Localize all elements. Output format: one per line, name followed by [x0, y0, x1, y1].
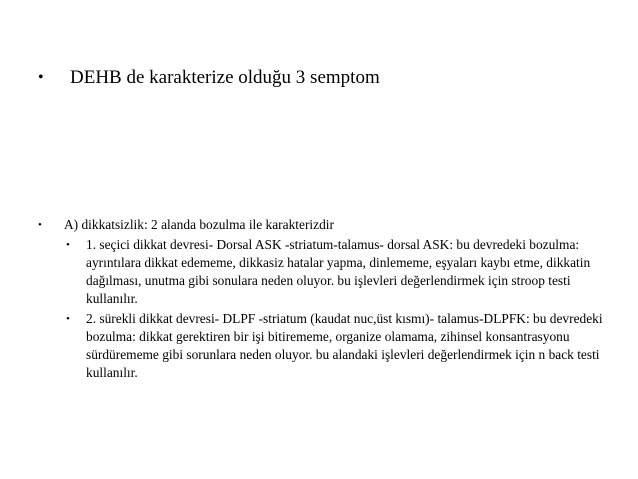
- sub-bullet-1: •: [66, 239, 70, 251]
- section-heading: A) dikkatsizlik: 2 alanda bozulma ile karakterizdir: [64, 217, 334, 232]
- sub-bullet-item-2: [66, 310, 606, 382]
- sub-bullet-text-1: 1. seçici dikkat devresi- Dorsal ASK -striatum-talamus- dorsal ASK: bu devredeki bozulma: ayrıntılara dikkat edememe, dikkasiz hatalar yapma, dinlememe, eşyaları kaybı etme, dikkatin dağılması, unutma gibi sonulara neden oluyor. bu işlevleri değerlendirmek için stroop testi kullanılır.: [86, 237, 591, 306]
- body-block: [38, 216, 603, 384]
- title-bullet: •: [38, 69, 44, 86]
- bullet-item: [38, 216, 598, 234]
- sub-bullet-2: •: [66, 313, 70, 325]
- sub-bullet-text-2: 2. sürekli dikkat devresi- DLPF -striatum (kaudat nuc,üst kısmı)- talamus-DLPFK: bu devredeki bozulma: dikkat gerektiren bir işi bitirememe, organize olamama, zihinsel konsantrasyonu sürdürememe gibi sorunlara neden oluyor. bu alandaki işlevleri değerlendirmek için n back testi kullanılır.: [86, 311, 603, 380]
- sub-bullet-item-1: [66, 236, 606, 308]
- slide-title: DEHB de karakterize olduğu 3 semptom: [70, 67, 380, 88]
- heading-bullet: •: [38, 219, 42, 231]
